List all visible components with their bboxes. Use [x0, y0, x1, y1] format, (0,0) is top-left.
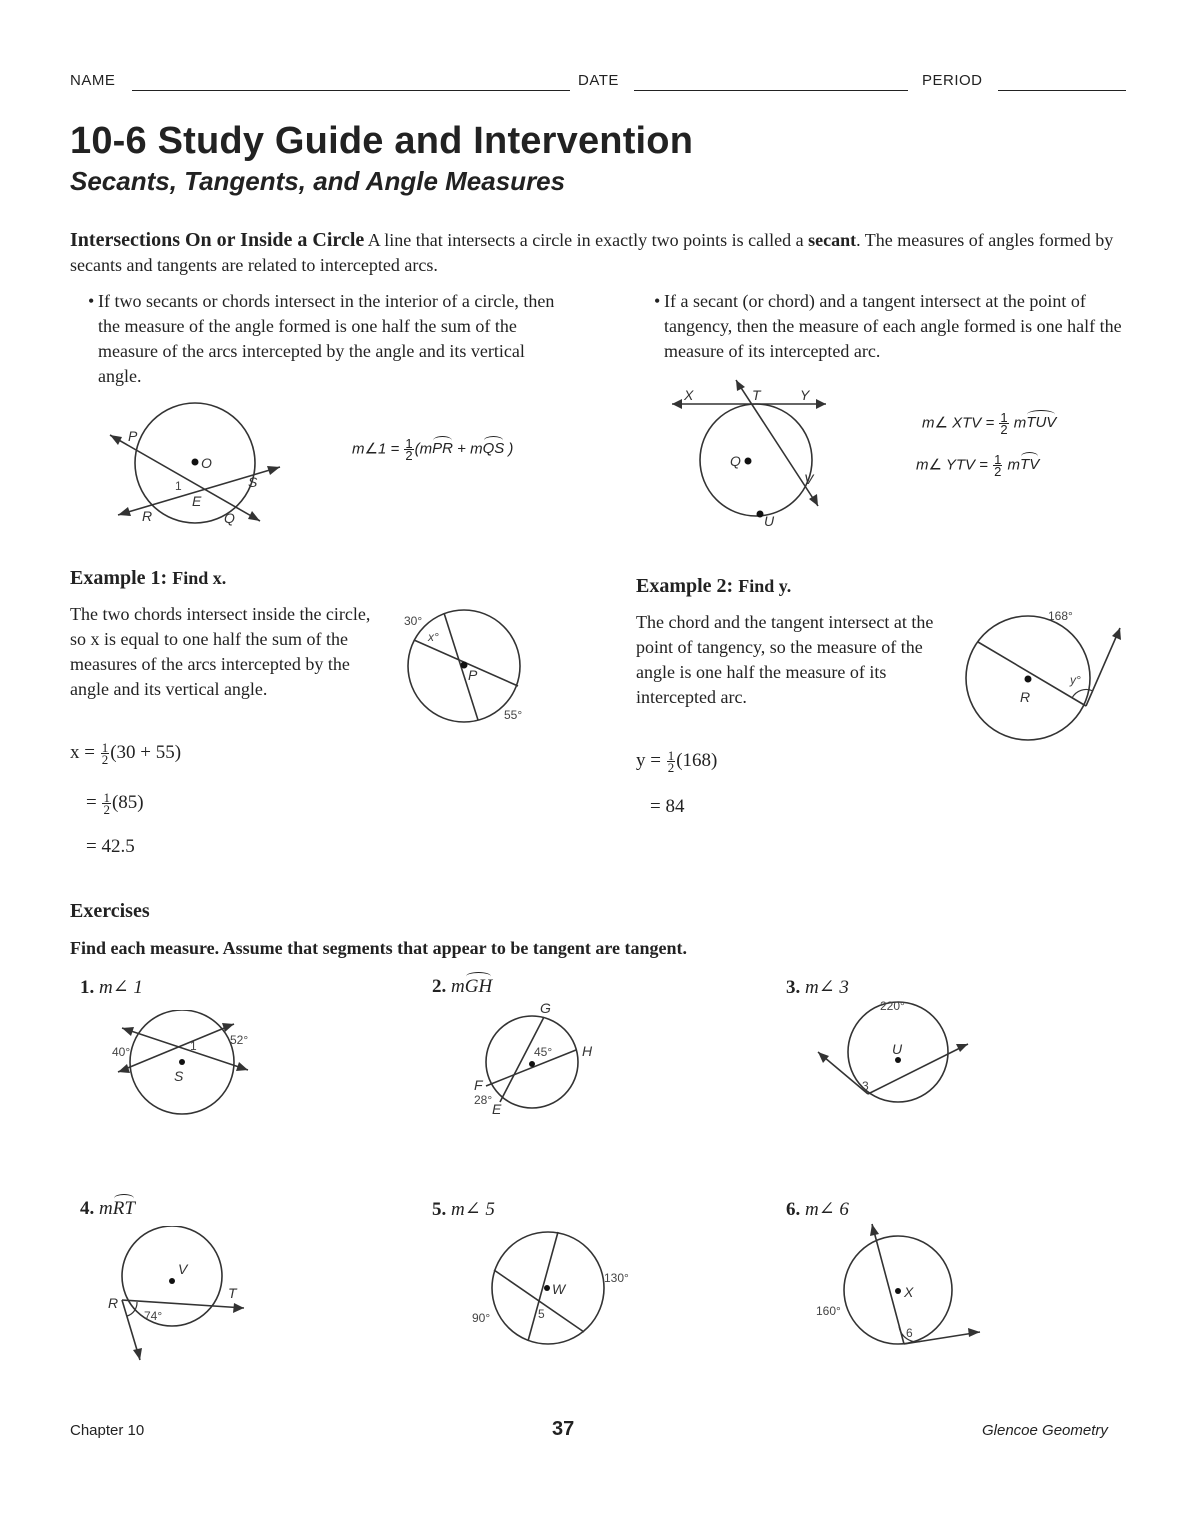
- date-field[interactable]: [634, 76, 908, 91]
- example-2-heading: [636, 575, 791, 598]
- example-1-step-3: = 42.5: [86, 836, 135, 857]
- intro-heading: Intersections On or Inside a Circle: [70, 229, 365, 251]
- problem-5-label: 5. m∠ 5: [432, 1199, 495, 1220]
- label-t: T: [752, 387, 761, 403]
- problem-3-label: 3. m∠ 3: [786, 977, 849, 998]
- problem-2-figure: [468, 1000, 608, 1120]
- formula-2-line-1-m: m: [1013, 414, 1027, 432]
- label-q: Q: [224, 510, 235, 526]
- circle-q: [700, 404, 812, 516]
- intro-text-1: A line that intersects a circle in exactly two points is called a: [364, 230, 809, 250]
- figure-tangent-secant: [668, 376, 838, 528]
- chord-fh: [486, 1050, 576, 1086]
- point-u-dot: [757, 511, 764, 518]
- arc-52-label: 52°: [230, 1033, 249, 1047]
- example-1-step-1: x = $\frac{1}{2}$ (30 + 55): [70, 740, 182, 768]
- arrow-head: [870, 1224, 879, 1236]
- angle-arc: [127, 1302, 137, 1316]
- formula-2-line-1: [922, 412, 1056, 435]
- arrow-head: [816, 399, 826, 409]
- fraction-half: $\frac{1}{2}$: [405, 436, 413, 463]
- label-y: Y: [800, 387, 810, 403]
- arc-30-label: 30°: [404, 614, 423, 628]
- arrow-head: [118, 507, 131, 516]
- intro-term: secant: [808, 230, 857, 250]
- problem-3-figure: [810, 994, 980, 1114]
- formula-1-open: (m: [414, 440, 433, 458]
- center-dot: [461, 662, 468, 669]
- problem-1-figure: [106, 1010, 266, 1120]
- problem-4-label: 4. mRT: [80, 1198, 135, 1219]
- arc-220-label: 220°: [880, 999, 905, 1013]
- tangent: [1086, 628, 1120, 706]
- secant-rt: [122, 1300, 244, 1308]
- center-s-label: S: [174, 1068, 184, 1084]
- center-dot: [895, 1057, 901, 1063]
- arrow-head: [133, 1348, 142, 1360]
- arrow-head: [110, 435, 122, 445]
- label-q: Q: [730, 453, 741, 469]
- intro-text-2: . The measures of angles formed by secants and tangents are related to intercepted arcs.: [70, 230, 1114, 275]
- arrow-head: [236, 1062, 248, 1071]
- period-field[interactable]: [998, 76, 1126, 91]
- label-r: R: [142, 508, 153, 524]
- arrow-head: [233, 1303, 244, 1313]
- arc-160-label: 160°: [816, 1304, 841, 1318]
- label-e: E: [492, 1101, 502, 1117]
- arc-qs: QS: [482, 440, 505, 458]
- label-t: T: [228, 1285, 237, 1301]
- date-label: DATE: [578, 72, 619, 89]
- arc-tv: TV: [1020, 456, 1040, 474]
- arrow-head: [267, 466, 280, 475]
- secant-1: [118, 1024, 234, 1072]
- center-dot: [1025, 676, 1032, 683]
- arrow-head: [122, 1027, 134, 1036]
- example-1-task: Find x.: [172, 568, 227, 588]
- circle-v: [122, 1226, 222, 1326]
- footer-page-number: 37: [552, 1418, 575, 1440]
- center-w-label: W: [552, 1281, 566, 1297]
- name-field[interactable]: [132, 76, 570, 91]
- problem-4-figure: [100, 1226, 260, 1366]
- problem-5-figure: [466, 1226, 646, 1356]
- label-v: V: [804, 471, 814, 487]
- arrow-head: [809, 494, 818, 506]
- label-r: R: [108, 1295, 119, 1311]
- example-1-text: The two chords intersect inside the circle, so x is equal to one half the sum of the measures of the arcs intercepted by the angle and its vertical angle.: [70, 604, 371, 699]
- example-2-step-2: = 84: [650, 796, 685, 817]
- problem-6-label: 6. m∠ 6: [786, 1199, 849, 1220]
- angle-y-label: y°: [1070, 673, 1081, 687]
- fraction-half: $\frac{1}{2}$: [994, 452, 1002, 479]
- label-o: O: [201, 455, 212, 471]
- arrow-head: [1112, 628, 1121, 640]
- page-subtitle: Secants, Tangents, and Angle Measures: [70, 166, 566, 196]
- arc-40-label: 40°: [112, 1045, 131, 1059]
- formula-2-line-2-lhs: m∠ YTV =: [916, 456, 988, 474]
- example-2-label: Example 2:: [636, 575, 734, 597]
- page-title: 10-6 Study Guide and Intervention: [70, 120, 694, 162]
- center-x-label: X: [904, 1284, 914, 1300]
- arrow-head: [248, 511, 260, 521]
- formula-2-line-1-lhs: m∠ XTV =: [922, 414, 995, 432]
- label-s: S: [248, 474, 258, 490]
- formula-2-line-2: [916, 454, 1039, 477]
- formula-1-close: ): [504, 440, 514, 458]
- center-dot: [745, 458, 752, 465]
- center-dot: [192, 459, 199, 466]
- example-2-text: The chord and the tangent intersect at the point of tangency, so the measure of the angle is one half the measure of its intercepted arc.: [636, 612, 934, 707]
- formula-1-plus: + m: [452, 440, 483, 458]
- arc-130-label: 130°: [604, 1271, 629, 1285]
- arc-tuv: TUV: [1026, 414, 1057, 432]
- figure-secants-inside: [100, 395, 300, 535]
- label-angle-1: 1: [175, 479, 182, 493]
- label-e: E: [192, 493, 202, 509]
- center-u-label: U: [892, 1041, 903, 1057]
- example-2-task: Find y.: [738, 576, 792, 596]
- intro-paragraph: [70, 228, 1130, 278]
- secant-pq: [110, 435, 260, 521]
- name-label: NAME: [70, 72, 116, 89]
- center-p-label: P: [468, 667, 478, 683]
- center-dot: [544, 1285, 550, 1291]
- example-2-figure: [960, 604, 1130, 746]
- bullet-2: • If a secant (or chord) and a tangent intersect at the point of tangency, then the measure of each angle formed is one half the measure of its intercepted arc.: [654, 289, 1124, 364]
- label-p: P: [128, 428, 138, 444]
- formula-1-lhs: m∠1 =: [352, 440, 400, 458]
- angle-6-label: 6: [906, 1326, 913, 1340]
- secant: [868, 1044, 968, 1094]
- arc-55-label: 55°: [504, 708, 523, 722]
- footer-book: Glencoe Geometry: [982, 1422, 1108, 1439]
- problem-2-label: 2. mGH: [432, 976, 493, 997]
- bullet-1-text: If two secants or chords intersect in the interior of a circle, then the measure of the angle formed is one half the sum of the measure of the arcs intercepted by the angle and its vertical angle.: [98, 291, 555, 386]
- footer-chapter: Chapter 10: [70, 1422, 145, 1439]
- center-dot: [179, 1059, 185, 1065]
- example-1-step-2: = $\frac{1}{2}$ (85): [86, 790, 144, 818]
- center-r-label: R: [1020, 689, 1031, 705]
- arrow-head: [736, 380, 745, 391]
- center-dot: [169, 1278, 175, 1284]
- label-f: F: [474, 1077, 483, 1093]
- exercises-instruction: Find each measure. Assume that segments that appear to be tangent are tangent.: [70, 938, 687, 958]
- arc-pr: PR: [432, 440, 453, 458]
- angle-3-label: 3: [862, 1079, 869, 1093]
- label-u: U: [764, 513, 775, 528]
- center-dot: [895, 1288, 901, 1294]
- example-2-step-1: y = $\frac{1}{2}$ (168): [636, 748, 718, 776]
- example-1-heading: [70, 567, 226, 590]
- formula-1: [352, 438, 513, 461]
- period-label: PERIOD: [922, 72, 983, 89]
- arrow-head: [956, 1044, 968, 1052]
- center-dot: [529, 1061, 535, 1067]
- arc-90-label: 90°: [472, 1311, 491, 1325]
- angle-74-label: 74°: [144, 1309, 163, 1323]
- label-x: X: [684, 387, 694, 403]
- angle-45-label: 45°: [534, 1045, 553, 1059]
- formula-2-line-2-m: m: [1007, 456, 1021, 474]
- arrow-head: [118, 1064, 130, 1073]
- bullet-1: • If two secants or chords intersect in the interior of a circle, then the measure of the angle formed is one half the sum of the measure of the arcs intercepted by the angle and its vertical angle.: [88, 289, 568, 389]
- center-v-label: V: [178, 1261, 188, 1277]
- label-g: G: [540, 1000, 551, 1016]
- example-1-figure: [400, 606, 536, 730]
- angle-5-label: 5: [538, 1307, 545, 1321]
- arrow-head: [968, 1328, 980, 1337]
- problem-6-figure: [812, 1220, 988, 1352]
- label-h: H: [582, 1043, 593, 1059]
- arrow-head: [818, 1052, 829, 1063]
- angle-1-label: 1: [190, 1039, 197, 1053]
- example-1-label: Example 1:: [70, 567, 168, 589]
- fraction-half: $\frac{1}{2}$: [1000, 410, 1008, 437]
- problem-1-label: 1. m∠ 1: [80, 977, 143, 998]
- chord-ge: [500, 1017, 544, 1102]
- arc-168-label: 168°: [1048, 609, 1073, 623]
- exercises-heading: Exercises: [70, 900, 150, 922]
- arrow-head: [672, 399, 682, 409]
- angle-x-label: x°: [428, 630, 439, 644]
- bullet-2-text: If a secant (or chord) and a tangent intersect at the point of tangency, then the measure of each angle formed is one half the measure of its intercepted arc.: [664, 291, 1122, 361]
- arc-28-label: 28°: [474, 1093, 493, 1107]
